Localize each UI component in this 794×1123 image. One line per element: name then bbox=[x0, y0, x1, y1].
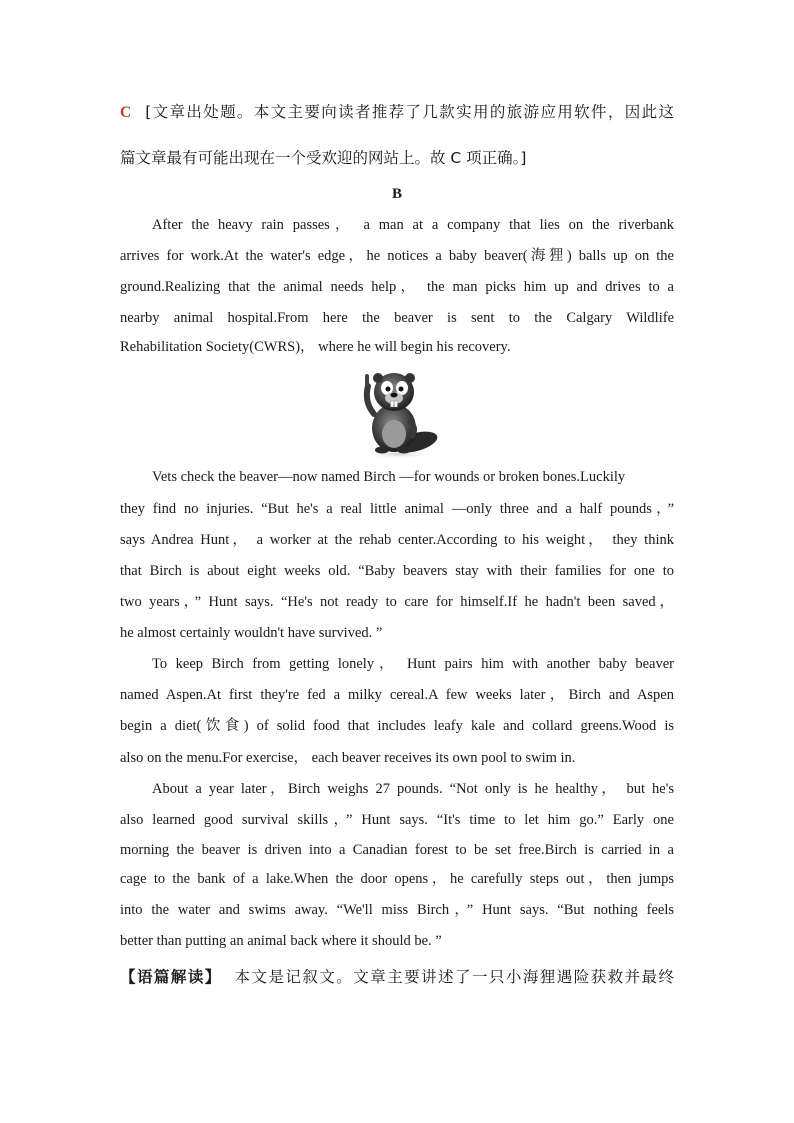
passage-line: cage to the bank of a lake.When the door opens，he carefully steps out，then jumps bbox=[120, 871, 674, 887]
answer-letter: C bbox=[120, 104, 132, 121]
passage-line: morning the beaver is driven into a Canadian forest to be set free.Birch is carried in a bbox=[120, 842, 674, 858]
section-heading: B bbox=[391, 186, 402, 202]
analysis-text: 本文是记叙文。文章主要讲述了一只小海狸遇险获救并最终 bbox=[234, 968, 674, 986]
passage-line: After the heavy rain passes， a man at a company that lies on the riverbank bbox=[152, 217, 674, 233]
analysis-label: 【语篇解读】 bbox=[120, 968, 222, 986]
passage-line: they find no injuries. “But he's a real little animal —only three and a half pounds，” bbox=[120, 501, 674, 517]
passage-line: To keep Birch from getting lonely， Hunt pairs him with another baby beaver bbox=[152, 656, 674, 672]
passage-line: says Andrea Hunt， a worker at the rehab center.According to his weight， they think bbox=[120, 532, 674, 548]
passage-line: About a year later，Birch weighs 27 pounds. “Not only is he healthy， but he's bbox=[152, 781, 674, 797]
beaver-illustration-icon bbox=[352, 362, 444, 460]
answer-explanation-1: [文章出处题。本文主要向读者推荐了几款实用的旅游应用软件，因此这 bbox=[145, 103, 674, 121]
passage-line: better than putting an animal back where it should be. ” bbox=[120, 933, 442, 949]
passage-line: he almost certainly wouldn't have survived. ” bbox=[120, 625, 383, 641]
passage-line: also learned good survival skills，” Hunt says. “It's time to let him go.” Early one bbox=[120, 812, 674, 828]
passage-line: ground.Realizing that the animal needs help， the man picks him up and drives to a bbox=[120, 279, 674, 295]
passage-line: two years，” Hunt says. “He's not ready to care for himself.If he hadn't been saved， bbox=[120, 594, 674, 610]
answer-line-2: 篇文章最有可能出现在一个受欢迎的网站上。故 C 项正确。] bbox=[120, 149, 527, 167]
passage-line: that Birch is about eight weeks old. “Baby beavers stay with their families for one to bbox=[120, 563, 674, 579]
passage-line: arrives for work.At the water's edge，he notices a baby beaver(海狸) balls up on the bbox=[120, 248, 674, 264]
passage-line: also on the menu.For exercise， each beaver receives its own pool to swim in. bbox=[120, 750, 576, 766]
analysis-line bbox=[120, 967, 674, 987]
passage-line: nearby animal hospital.From here the beaver is sent to the Calgary Wildlife bbox=[120, 310, 674, 326]
passage-line: Vets check the beaver—now named Birch —for wounds or broken bones.Luckily bbox=[152, 469, 626, 485]
passage-line: named Aspen.At first they're fed a milky cereal.A few weeks later，Birch and Aspen bbox=[120, 687, 674, 703]
passage-line: into the water and swims away. “We'll miss Birch，” Hunt says. “But nothing feels bbox=[120, 902, 674, 918]
passage-line: begin a diet(饮食) of solid food that includes leafy kale and collard greens.Wood is bbox=[120, 718, 674, 734]
answer-line-1 bbox=[120, 102, 674, 123]
passage-line: Rehabilitation Society(CWRS)， where he will begin his recovery. bbox=[120, 339, 511, 355]
